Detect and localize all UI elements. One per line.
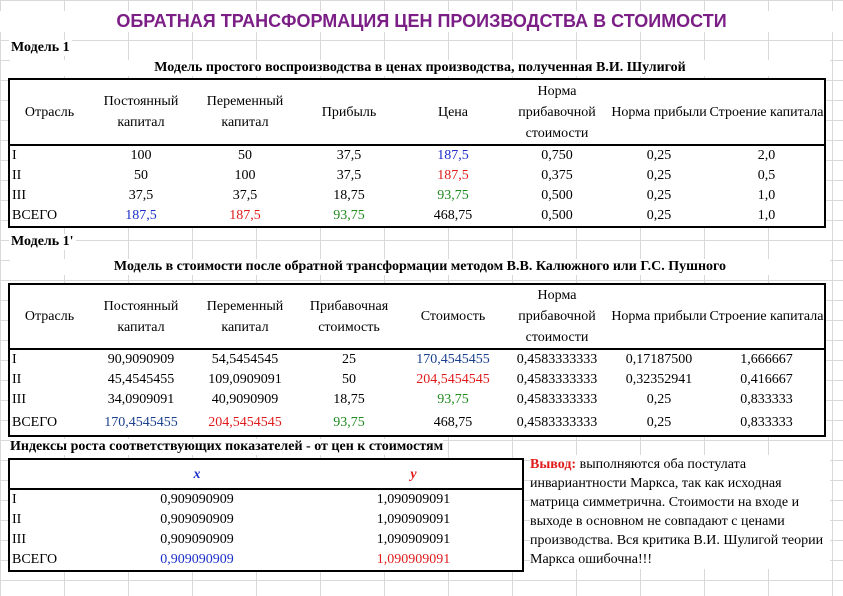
header-cell-x: x [89,459,305,489]
model1-label: Модель 1 [11,40,70,55]
cell: 1,0 [757,188,776,203]
header-cell: Стоимость [401,284,505,349]
cell: 204,5454545 [208,414,282,430]
table-row-total [9,206,825,227]
cell: 0,4583333333 [516,372,598,387]
model1-table [8,78,826,228]
cell: 90,9090909 [107,352,175,367]
row-name: I [12,492,17,507]
cell: 170,4545455 [104,414,178,430]
header-cell: Постоянный капитал [89,79,193,145]
cell: 0,4583333333 [516,352,598,367]
cell: 0,5 [757,168,776,183]
cell: 468,75 [433,208,473,223]
cell: 0,25 [646,148,672,163]
row-name: II [12,168,22,183]
cell: 0,4583333333 [516,392,598,407]
conclusion-lead: Вывод: [530,457,577,472]
header-cell: Прибавочная стоимость [297,284,401,349]
cell-y: 1,090909091 [376,512,451,527]
cell: 109,0909091 [208,372,282,387]
cell: 187,5 [437,148,469,163]
cell-x: 0,909090909 [160,552,234,567]
cell: 50 [134,168,148,183]
header-cell: Строение капитала [709,284,825,349]
cell: 0,25 [646,208,672,223]
cell: 0,833333 [740,392,793,407]
indices-table [8,458,524,572]
cell: 187,5 [437,168,469,183]
cell: 468,75 [433,414,473,430]
cell: 18,75 [333,188,365,203]
conclusion-body: выполняются оба постулата инвариантности Маркса, так как исходная матрица симметрична. Стоимости на входе и выходе в основном не совпадают с ценами производства. Вся критика В.И. Шулигой теории Маркса ошибочна!!! [530,457,824,567]
indices-title: Индексы роста соответствующих показателей - от цен к стоимостям [10,439,444,454]
header-cell: Отрасль [9,284,89,349]
table-row [9,166,825,186]
cell: 100 [130,148,152,163]
header-cell: Норма прибавочной стоимости [505,284,609,349]
header-cell-y: y [305,459,523,489]
header-cell: Цена [401,79,505,145]
header-cell: Отрасль [9,79,89,145]
header-cell: Постоянный капитал [89,284,193,349]
cell: 50 [342,372,356,387]
model1p-subtitle: Модель в стоимости после обратной трансформации методом В.В. Калюжного или Г.С. Пушного [10,259,830,275]
cell: 50 [238,148,252,163]
cell: 0,416667 [740,372,793,387]
cell: 45,4545455 [107,372,175,387]
row-name: ВСЕГО [12,552,58,567]
table-row [9,390,825,410]
cell: 2,0 [757,148,776,163]
cell: 0,32352941 [625,372,693,387]
row-name: III [12,188,26,203]
row-name: III [12,532,26,547]
cell: 93,75 [333,414,365,430]
cell: 93,75 [333,208,365,223]
cell-y: 1,090909091 [376,552,451,567]
cell: 93,75 [437,188,469,203]
cell: 1,666667 [740,352,793,367]
cell: 170,4545455 [416,352,490,367]
table-row [9,349,825,370]
cell-x: 0,909090909 [160,532,234,547]
cell: 0,500 [541,208,573,223]
row-name: I [12,148,17,163]
model1p-table [8,283,826,437]
cell: 0,25 [646,188,672,203]
header-cell: Норма прибыли [609,79,709,145]
cell: 0,25 [646,168,672,183]
table-row [9,186,825,206]
table-row [9,489,523,510]
cell: 18,75 [333,392,365,407]
table-row [9,370,825,390]
page-title: ОБРАТНАЯ ТРАНСФОРМАЦИЯ ЦЕН ПРОИЗВОДСТВА В СТОИМОСТИ [0,11,843,32]
cell: 37,5 [232,188,258,203]
model1p-label: Модель 1' [11,234,74,249]
cell: 187,5 [229,208,261,223]
conclusion-text-box [530,455,830,569]
cell: 0,375 [541,168,573,183]
cell-y: 1,090909091 [376,492,451,507]
cell: 34,0909091 [107,392,175,407]
row-name: ВСЕГО [12,208,58,223]
header-cell: Переменный капитал [193,284,297,349]
table-row [9,530,523,550]
cell-y: 1,090909091 [376,532,451,547]
cell: 93,75 [437,392,469,407]
cell: 204,5454545 [416,372,490,387]
model1-subtitle: Модель простого воспроизводства в ценах производства, полученная В.И. Шулигой [10,60,830,76]
table-row [9,145,825,166]
cell: 0,833333 [740,414,793,430]
header-cell: Прибыль [297,79,401,145]
cell: 1,0 [757,208,776,223]
row-name: II [12,512,22,527]
header-cell: Норма прибавочной стоимости [505,79,609,145]
indices-header-row [9,459,523,489]
cell: 0,17187500 [625,352,693,367]
cell: 37,5 [128,188,154,203]
row-name: III [12,392,26,407]
cell: 0,500 [541,188,573,203]
cell-x: 0,909090909 [160,492,234,507]
cell: 54,5454545 [211,352,279,367]
table-row [9,510,523,530]
row-name: I [12,352,17,367]
cell: 25 [342,352,356,367]
cell: 187,5 [125,208,157,223]
table-row-total [9,410,825,436]
cell: 0,750 [541,148,573,163]
model1p-header-row [9,284,825,349]
model1-header-row [9,79,825,145]
header-cell: Норма прибыли [609,284,709,349]
header-cell [9,459,89,489]
cell: 0,4583333333 [516,414,598,430]
cell-x: 0,909090909 [160,512,234,527]
cell: 100 [234,168,256,183]
row-name: II [12,372,22,387]
cell: 40,9090909 [211,392,279,407]
cell: 37,5 [336,168,362,183]
cell: 37,5 [336,148,362,163]
table-row-total [9,550,523,571]
cell: 0,25 [646,414,672,430]
header-cell: Переменный капитал [193,79,297,145]
cell: 0,25 [646,392,672,407]
header-cell: Строение капитала [709,79,825,145]
row-name: ВСЕГО [12,414,58,430]
